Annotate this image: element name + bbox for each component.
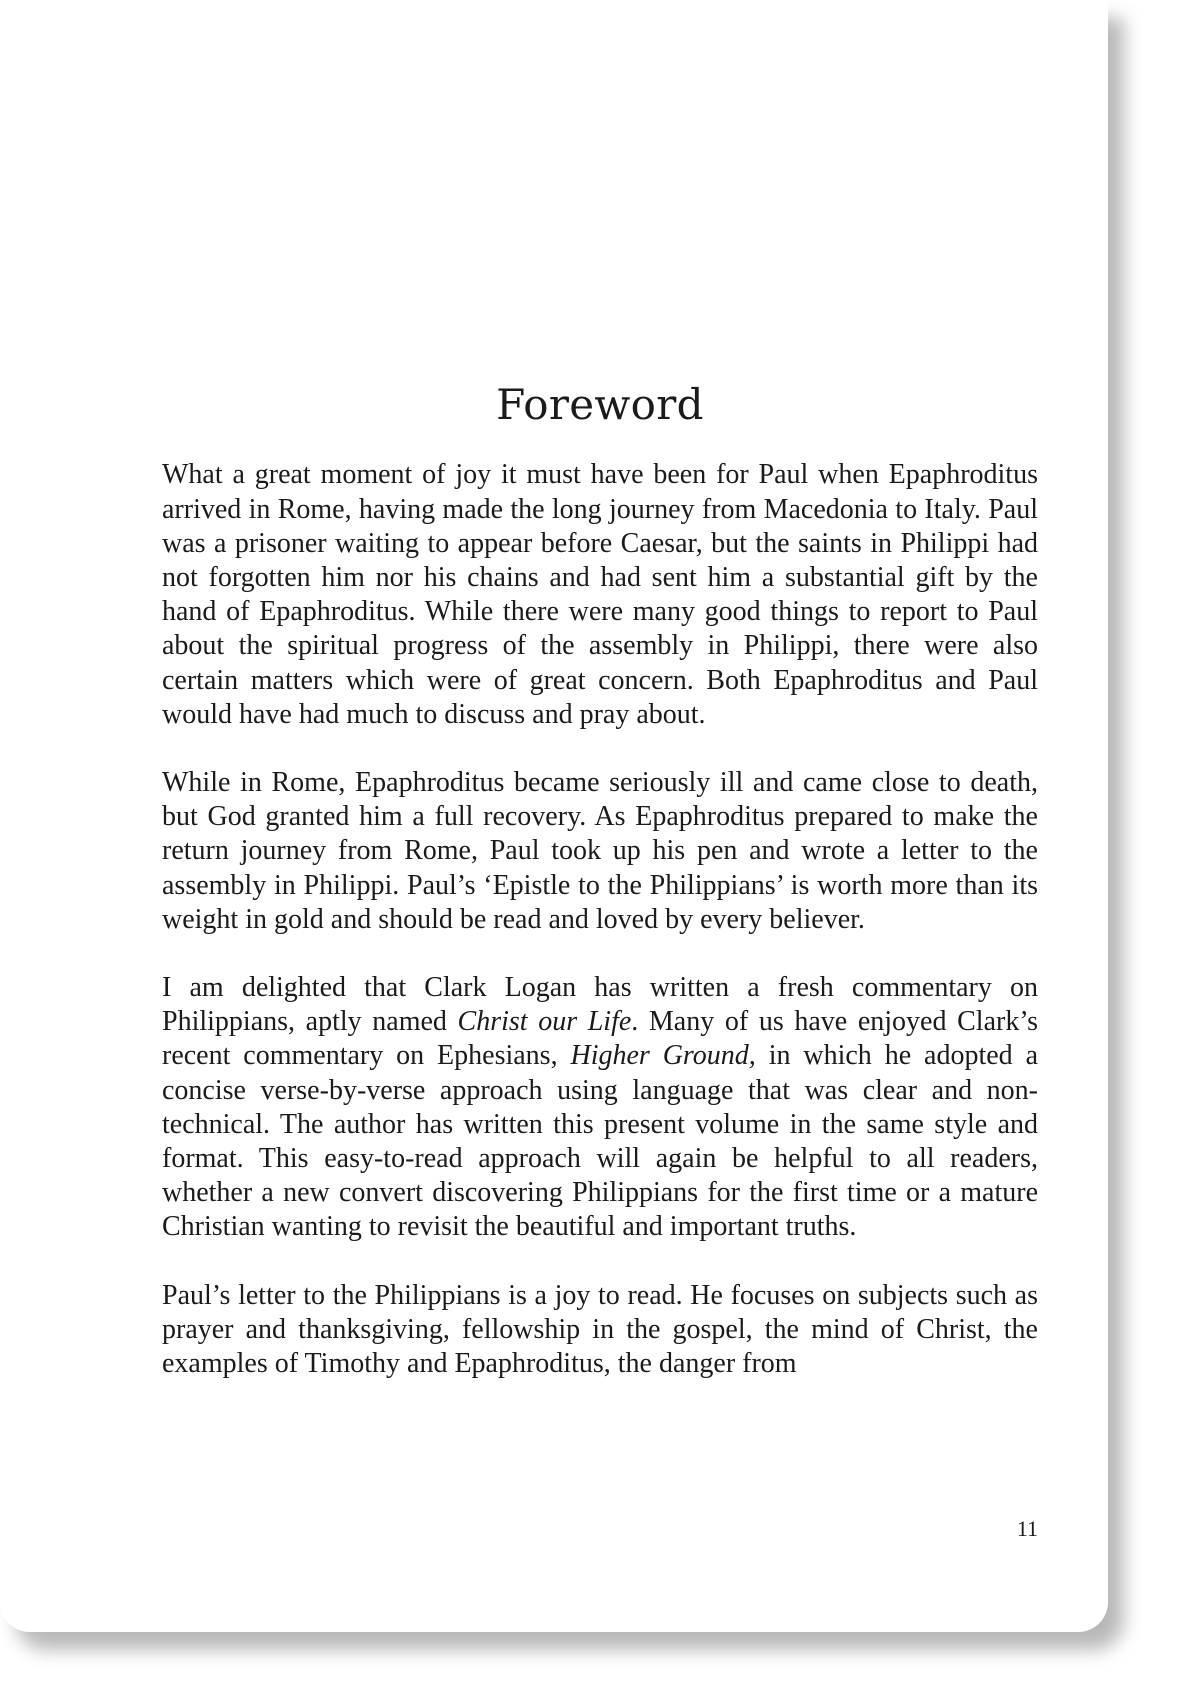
paragraph-text: Paul’s letter to the Philippians is a joy to read. He focuses on subjects such as prayer and thanksgiving, fellowship in the gospel, the mind of Christ, the examples of Timothy and Epaphroditus, the danger from — [162, 1279, 1038, 1380]
paragraph — [162, 971, 1038, 1245]
paragraph — [162, 766, 1038, 937]
paragraph-text: I am delighted that Clark Logan has written a fresh commentary on Philippians, aptly named — [162, 972, 1038, 1038]
page-content — [162, 380, 1038, 1381]
book-title-italic: Higher Ground, — [570, 1040, 756, 1072]
paragraph — [162, 1279, 1038, 1382]
page-number: 11 — [1016, 1516, 1038, 1541]
paragraph-text: While in Rome, Epaphroditus became seriously ill and came close to death, but God granted him a full recovery. As Epaphroditus prepared to make the return journey from Rome, Paul took up his pen and wrote a letter to the assembly in Philippi. Paul’s ‘Epistle to the Philippians’ is worth more than its weight in gold and should be read and loved by every believer. — [162, 767, 1038, 935]
page-title: Foreword — [496, 380, 704, 429]
paragraph — [162, 458, 1038, 732]
paragraph-text: in which he adopted a concise verse-by-verse approach using language that was clear and non-technical. The author has written this present volume in the same style and format. This easy-to-read approach will again be helpful to all readers, whether a new convert discovering Philippians for the first time or a mature Christian wanting to revisit the beautiful and important truths. — [162, 1040, 1039, 1243]
paragraph-text: . Many of us have enjoyed Clark’s recent commentary on Ephesians, — [162, 1006, 1038, 1072]
book-title-italic: Christ our Life — [457, 1006, 632, 1038]
paragraph-text: What a great moment of joy it must have been for Paul when Epaphroditus arrived in Rome, having made the long journey from Macedonia to Italy. Paul was a prisoner waiting to appear before Caesar, but the saints in Philippi had not forgotten him nor his chains and had sent him a substantial gift by the hand of Epaphroditus. While there were many good things to report to Paul about the spiritual progress of the assembly in Philippi, there were also certain matters which were of great concern. Both Epaphroditus and Paul would have had much to discuss and pray about. — [162, 459, 1038, 730]
